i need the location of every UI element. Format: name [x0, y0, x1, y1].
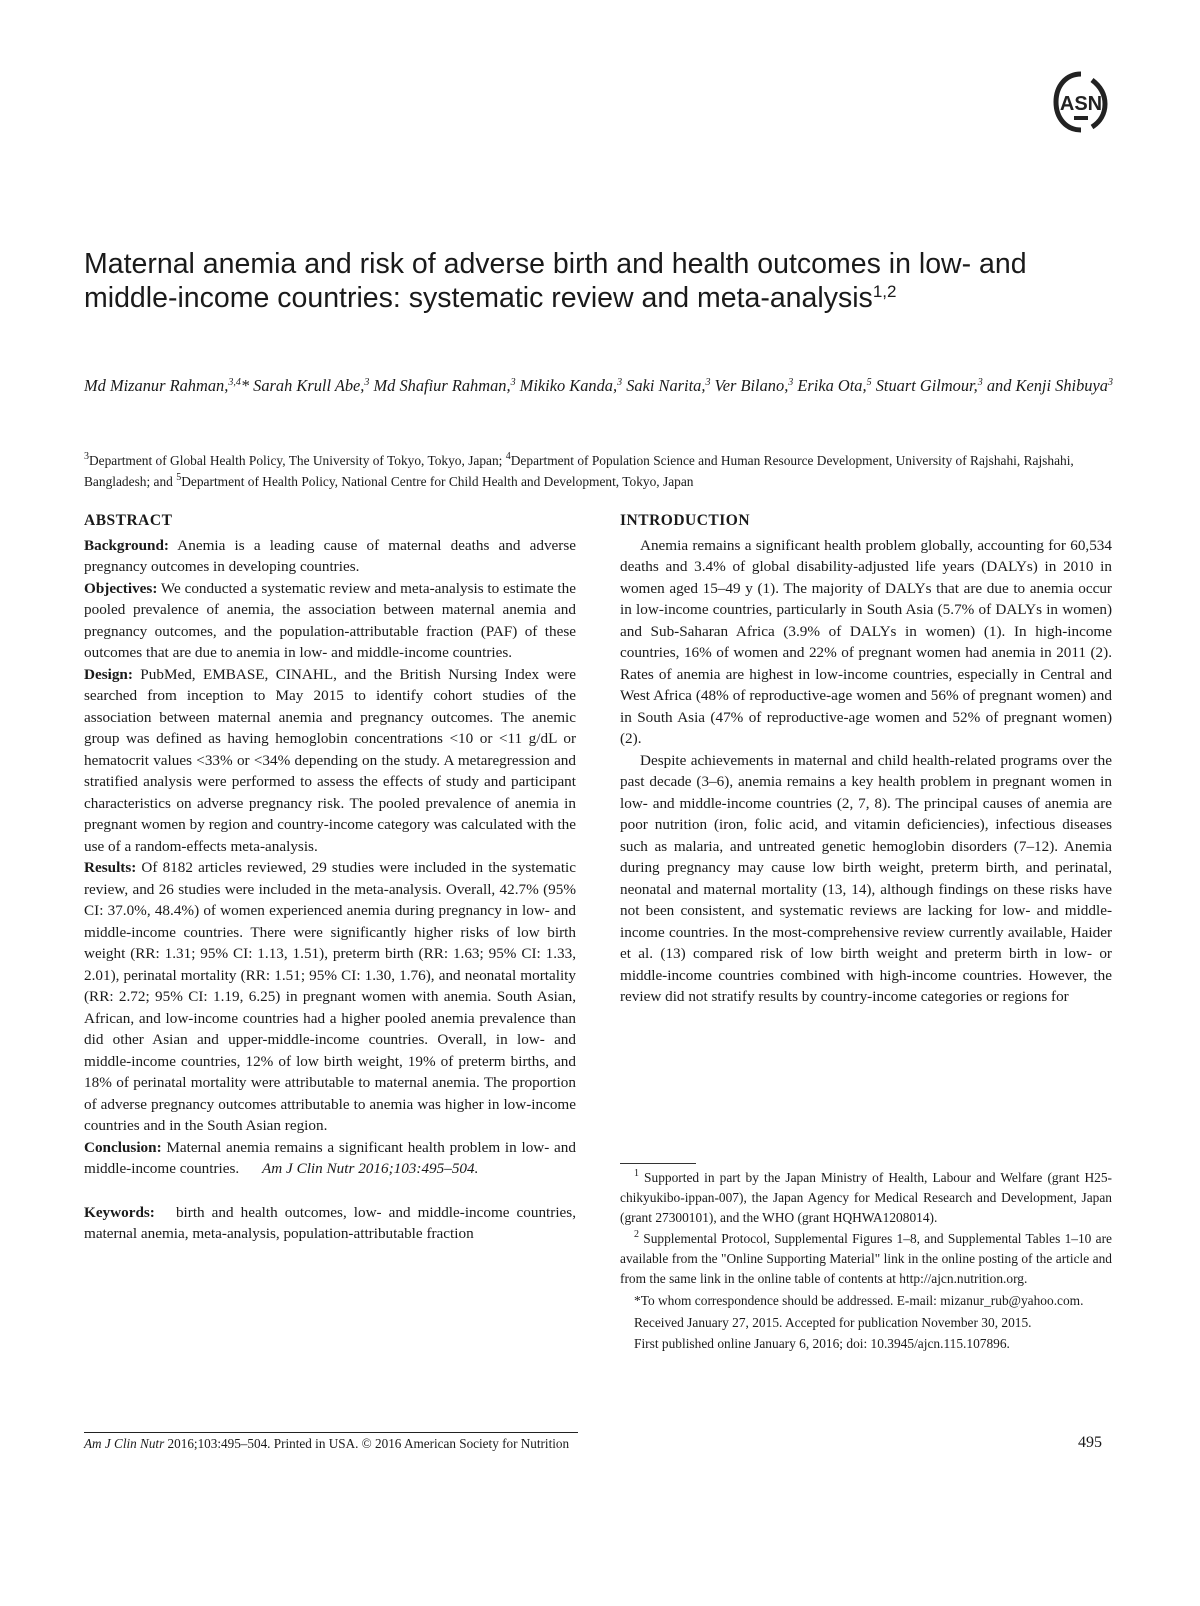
footer-citation: Am J Clin Nutr 2016;103:495–504. Printed in USA. © 2016 American Society for Nutrition — [84, 1436, 570, 1451]
author: Erika Ota,$^5$ — [797, 376, 872, 395]
author: Ver Bilano,$^3$ — [714, 376, 794, 395]
logo-text: ASN — [1059, 93, 1103, 115]
abstract-objectives: Objectives: We conducted a systematic review and meta-analysis to estimate the pooled prevalence of anemia, the association between maternal anemia and pregnancy outcomes, and the population-attributable fraction (PAF) of these outcomes that are due to anemia in low- and middle-income countries. — [84, 579, 576, 661]
footnote: $^2$ Supplemental Protocol, Supplemental Figures 1–8, and Supplemental Tables 1–10 are available from the "Online Supporting Material" link in the online posting of the article and from the same link in the online table of contents at http://ajcn.nutrition.org. — [620, 1229, 1112, 1286]
abstract-background: Background: Anemia is a leading cause of maternal deaths and adverse pregnancy outcomes in developing countries. — [84, 536, 576, 575]
abstract-citation: Am J Clin Nutr 2016;103:495–504. — [262, 1160, 479, 1177]
affiliations: $^3$Department of Global Health Policy, The University of Tokyo, Tokyo, Japan; $^4$Department of Population Science and Human Resource Development, University of Rajshahi, Rajshahi, Bangladesh; and $^5$Department of Health Policy, National Centre for Child Health and Development, Tokyo, Japan — [84, 451, 1074, 489]
title-footnote-marks: 1,2 — [872, 282, 897, 301]
footnotes — [620, 1168, 1112, 1356]
author: and Kenji Shibuya$^3$ — [986, 376, 1113, 395]
article-title — [84, 247, 1094, 315]
abstract-design: Design: PubMed, EMBASE, CINAHL, and the British Nursing Index were searched from inception to May 2015 to identify cohort studies of the association between maternal anemia and pregnancy outcomes. The anemic group was defined as having hemoglobin concentrations <10 or <11 g/dL or hematocrit values <33% or <34% depending on the study. A metaregression and stratified analysis were performed to assess the effects of study and participant characteristics on adverse pregnancy risk. The pooled prevalence of anemia in pregnant women by region and country-income category was calculated with the use of a random-effects meta-analysis. — [84, 665, 576, 855]
asn-seal-icon — [1052, 70, 1110, 134]
asn-logo — [1052, 70, 1110, 134]
introduction-heading: INTRODUCTION — [620, 512, 751, 529]
abstract-results: Results: Of 8182 articles reviewed, 29 studies were included in the systematic review, and 26 studies were included in the meta-analysis. Overall, 42.7% (95% CI: 37.0%, 48.4%) of women experienced anemia during pregnancy in low- and middle-income countries. There were significantly higher risks of low birth weight (RR: 1.31; 95% CI: 1.13, 1.51), preterm birth (RR: 1.63; 95% CI: 1.33, 2.01), perinatal mortality (RR: 1.51; 95% CI: 1.30, 1.76), and neonatal mortality (RR: 2.72; 95% CI: 1.19, 6.25) in pregnant women with anemia. South Asian, African, and low-income countries had a higher pooled anemia prevalence than did other Asian and upper-middle-income countries. Overall, in low- and middle-income countries, 12% of low birth weight, 19% of preterm births, and 18% of perinatal mortality were attributable to maternal anemia. The proportion of adverse pregnancy outcomes attributable to anemia was higher in low-income countries and in the South Asian region. — [84, 859, 576, 1134]
footnote-correspondence: *To whom correspondence should be addressed. E-mail: mizanur_rub@yahoo.com. — [634, 1292, 1084, 1308]
page-number: 495 — [1078, 1434, 1102, 1451]
footnote-published: First published online January 6, 2016; doi: 10.3945/ajcn.115.107896. — [634, 1336, 1010, 1352]
title-text: Maternal anemia and risk of adverse birth and health outcomes in low- and middle-income countries: systematic review and meta-analysis — [84, 248, 1027, 314]
author: Sarah Krull Abe,$^3$ — [253, 376, 370, 395]
intro-paragraph: Anemia remains a significant health problem globally, accounting for 60,534 deaths and 3.4% of global disability-adjusted life years (DALYs) in 2010 in women aged 15–49 y (1). The majority of DALYs that are due to anemia occur in low-income countries, particularly in South Asia (5.7% of DALYs in women) and Sub-Saharan Africa (3.9% of DALYs in women) (1). In high-income countries, 16% of women and 22% of pregnant women had anemia in 2011 (2). Rates of anemia are highest in low-income countries, especially in Central and West Africa (48% of reproductive-age women and 56% of pregnant women) and in South Asia (47% of reproductive-age women and 52% of pregnant women) (2). — [620, 536, 1112, 747]
keywords: Keywords: birth and health outcomes, low- and middle-income countries, maternal anemia, meta-analysis, population-attributable fraction — [84, 1203, 577, 1242]
abstract-section — [84, 510, 576, 1245]
author: Saki Narita,$^3$ — [626, 376, 711, 395]
footnote: $^1$ Supported in part by the Japan Ministry of Health, Labour and Welfare (grant H25-chikyukibo-ippan-007), the Japan Agency for Medical Research and Development, Japan (grant 27300101), and the WHO (grant HQHWA1208014). — [620, 1168, 1112, 1225]
introduction-section — [620, 510, 1112, 1008]
author: Md Shafiur Rahman,$^3$ — [373, 376, 516, 395]
footnote-separator — [620, 1163, 696, 1164]
intro-paragraph: Despite achievements in maternal and child health-related programs over the past decade (3–6), anemia remains a key health problem in pregnant women in low- and middle-income countries (2, 7, 8). The principal causes of anemia are poor nutrition (iron, folic acid, and vitamin deficiencies), infectious diseases such as malaria, and untreated genetic hemoglobin disorders (7–12). Anemia during pregnancy may cause low birth weight, preterm birth, and perinatal, neonatal and maternal mortality (13, 14), although findings on these risks have not been consistent, and systematic reviews are lacking for low- and middle-income countries. In the most-comprehensive review currently available, Haider et al. (13) compared risk of low birth weight and preterm birth in low- or middle-income countries combined with high-income countries. However, the review did not stratify results by country-income categories or regions for — [620, 751, 1112, 1005]
author-list — [84, 374, 1114, 398]
footnote-received: Received January 27, 2015. Accepted for publication November 30, 2015. — [634, 1314, 1032, 1330]
footer-rule — [84, 1432, 578, 1433]
author: Mikiko Kanda,$^3$ — [519, 376, 623, 395]
abstract-conclusion: Conclusion: Maternal anemia remains a significant health problem in low- and middle-income countries. Am J Clin Nutr 2016;103:495–504. — [84, 1138, 576, 1177]
author: Stuart Gilmour,$^3$ — [875, 376, 983, 395]
abstract-heading: ABSTRACT — [84, 512, 173, 529]
author: Md Mizanur Rahman,$^{3,4}$* — [84, 376, 250, 395]
